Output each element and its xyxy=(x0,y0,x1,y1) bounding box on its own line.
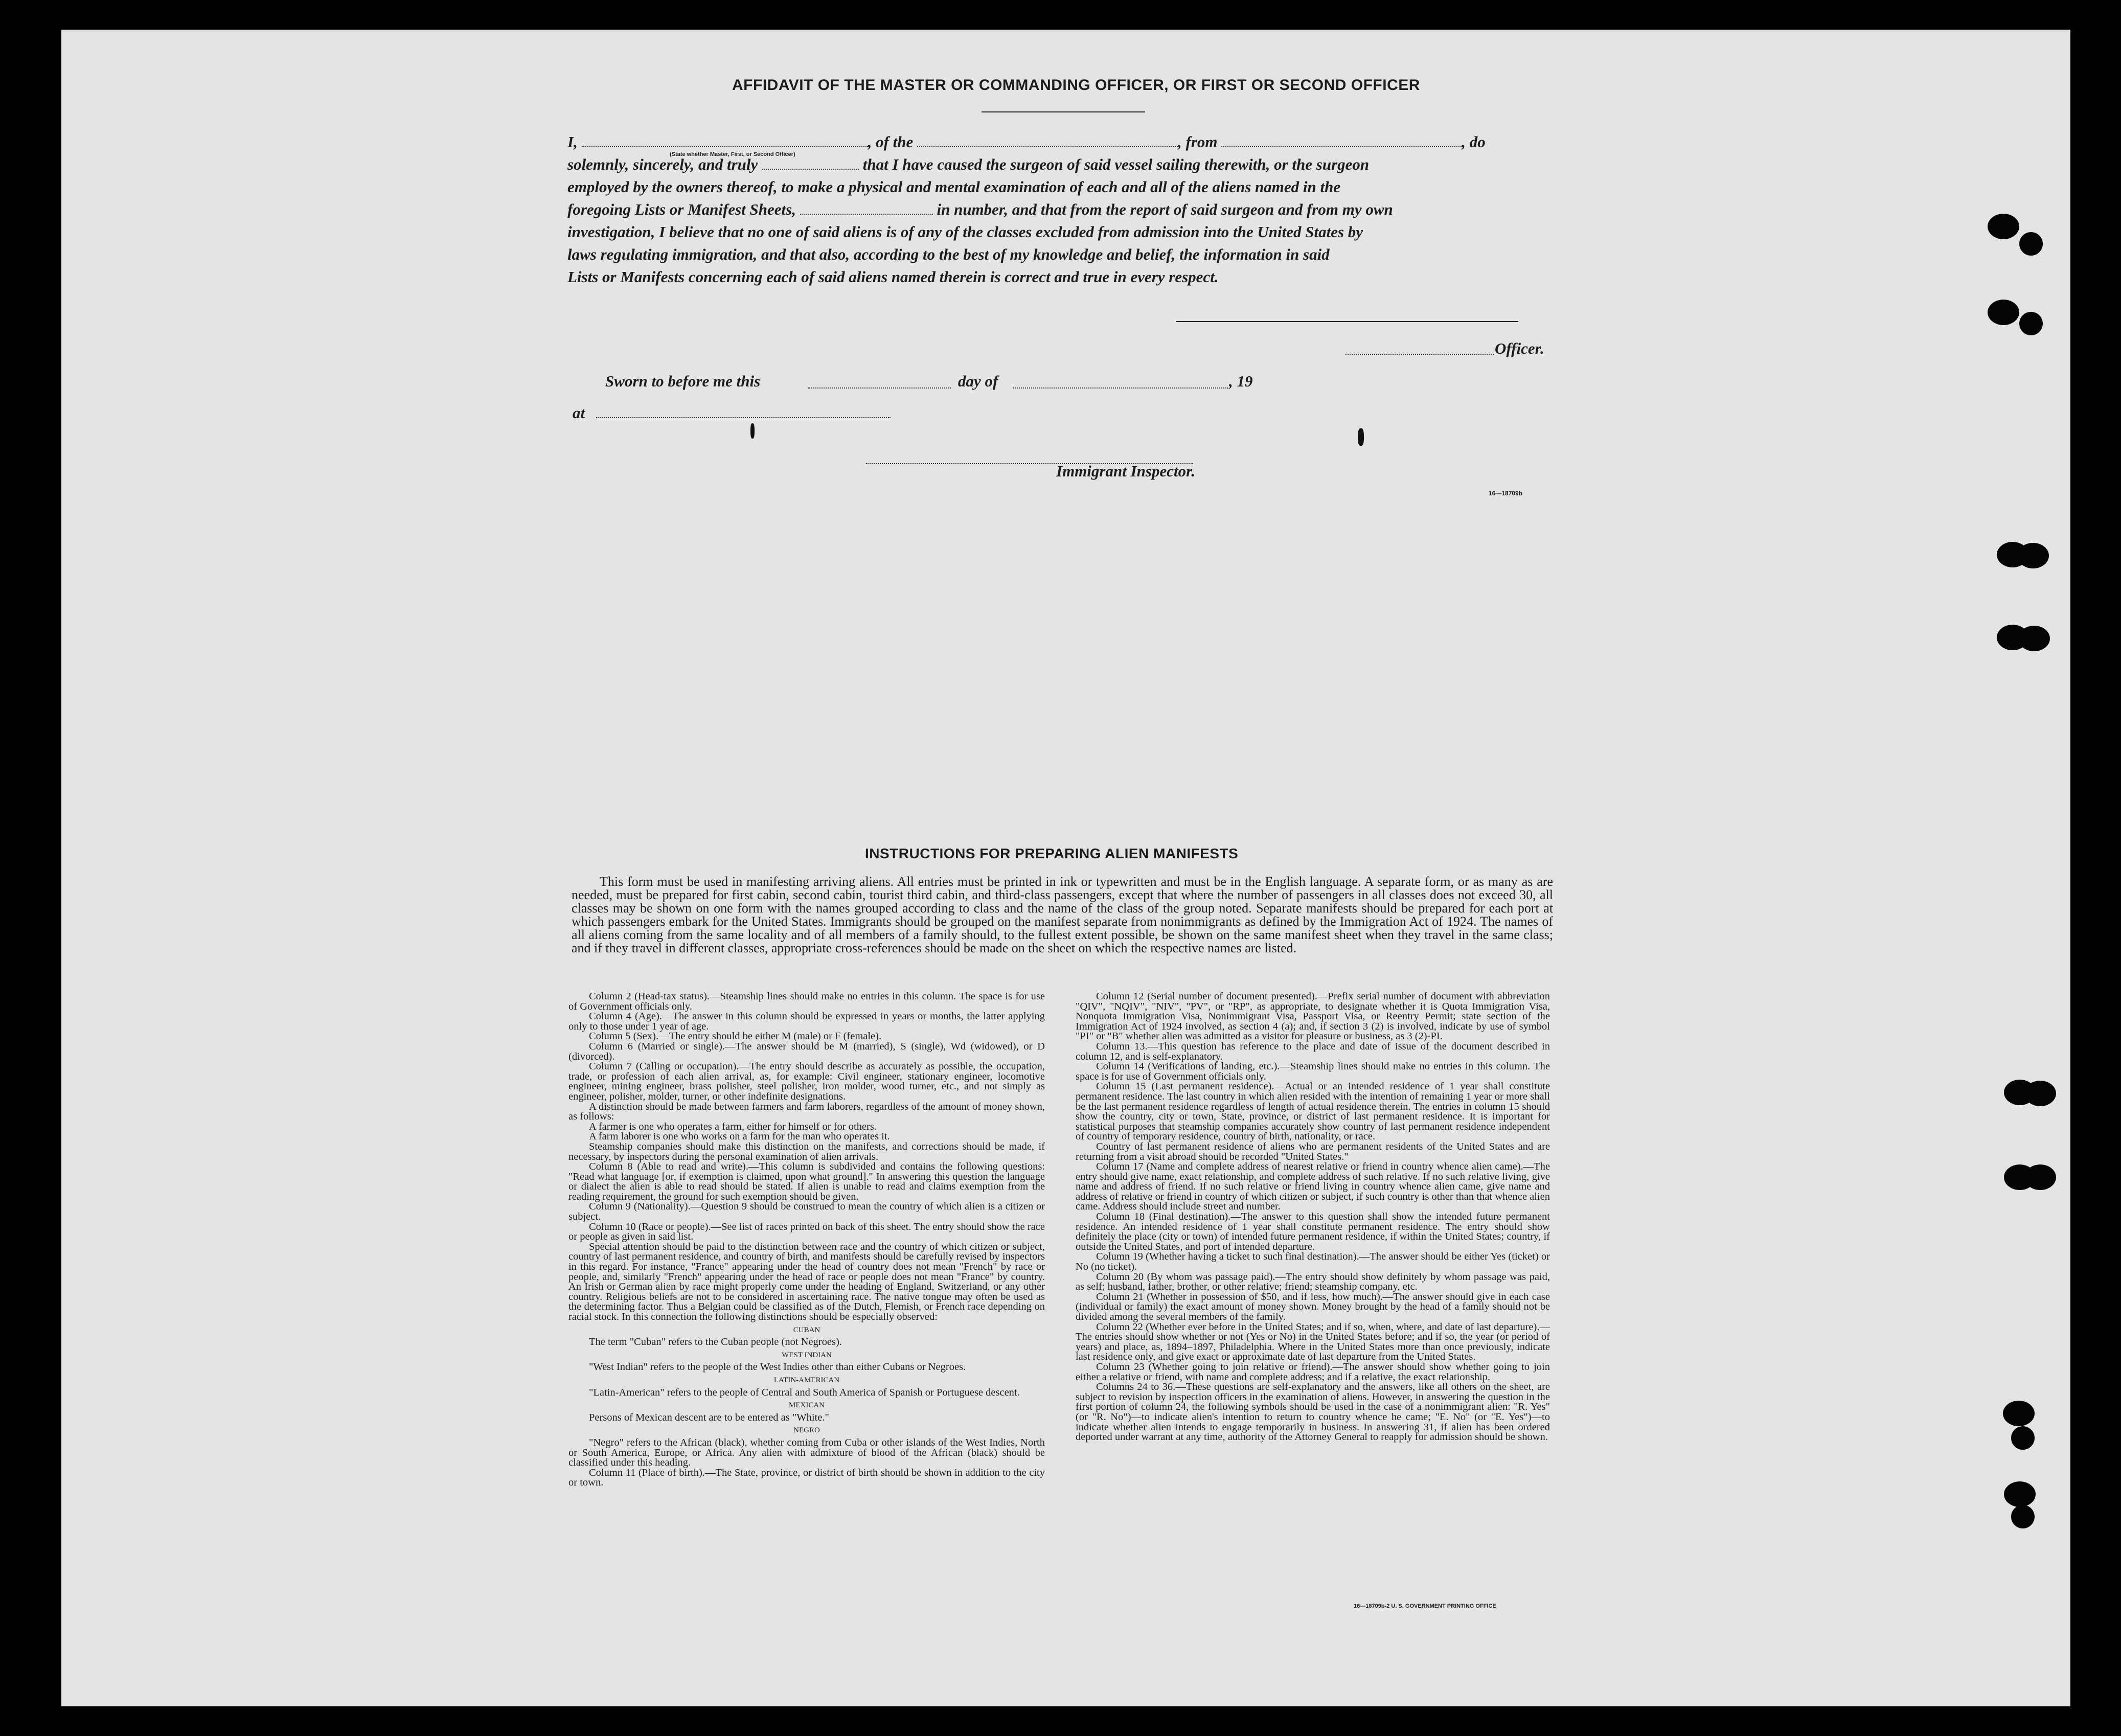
negro-heading: NEGRO xyxy=(793,1426,820,1435)
affidavit-line-7: Lists or Manifests concerning each of said aliens named therein is correct and true in every respect. xyxy=(567,268,1219,286)
printer-imprint: 16—18709b-2 U. S. GOVERNMENT PRINTING OFFICE xyxy=(1354,1603,1496,1609)
departure-port-field[interactable] xyxy=(1221,136,1462,147)
sworn-label: Sworn to before me this xyxy=(605,372,761,390)
steamship-distinction: Steamship companies should make this distinction on the manifests, and corrections should be made, if necessary, by inspectors during the personal examination of alien arrivals. xyxy=(568,1140,1045,1162)
farmer-definition: A farmer is one who operates a farm, either for himself or for others. xyxy=(589,1121,877,1132)
col17-instruction: Column 17 (Name and complete address of nearest relative or friend in country whence alien came).—The entry should give name, exact relationship, and complete address of such relative. If no such relative living, give name and address of friend. If no such relative or friend living in country whence alien came, give name and address of relative or friend in country of which citizen or subject, if such country is other than that whence alien came. Address should include street and number. xyxy=(1076,1161,1550,1213)
punch-hole xyxy=(2011,1505,2035,1528)
alien-count-field[interactable] xyxy=(800,203,933,215)
col6-instruction: Column 6 (Married or single).—The answer should be M (married), S (single), Wd (widowed), or D (divorced). xyxy=(568,1040,1045,1062)
affidavit-title: AFFIDAVIT OF THE MASTER OR COMMANDING OFFICER, OR FIRST OR SECOND OFFICER xyxy=(732,77,1420,94)
affidavit-form-number: 16—18709b xyxy=(1489,490,1523,497)
sworn-month-field[interactable] xyxy=(1013,386,1228,389)
col14-instruction: Column 14 (Verifications of landing, etc.).—Steamship lines should make no entries in this column. The space is for use of Government officials only. xyxy=(1076,1061,1550,1082)
punch-hole xyxy=(2011,1426,2035,1450)
instructions-right-column xyxy=(1076,992,1550,1443)
punch-hole xyxy=(2017,543,2049,568)
truly-field[interactable] xyxy=(762,158,859,170)
punch-hole xyxy=(2004,1481,2036,1507)
affidavit-line-1 xyxy=(567,131,1554,153)
day-of-label: day of xyxy=(958,372,998,390)
instructions-intro: This form must be used in manifesting arriving aliens. All entries must be printed in ink or typewritten and must be in the English language. A separate form, or as many as are needed, must be prepared for first cabin, second cabin, tourist third cabin, and third-class passengers, except that where the number of passengers in all classes does not exceed 30, all classes may be shown on one form with the names grouped according to class and the name of the class of the group noted. Separate manifests should be prepared for each port at which passengers embark for the United States. Immigrants should be grouped on the manifest separate from nonimmigrants as defined by the Immigration Act of 1924. The names of all aliens coming from the same locality and of all members of a family should, to the fullest extent possible, be shown on the same manifest sheet when they travel in the same class; and if they travel in different classes, appropriate cross-references should be made on the sheet on which the respective names are listed. xyxy=(572,874,1553,955)
vessel-name-field[interactable] xyxy=(917,136,1178,147)
solemnly-text: solemnly, sincerely, and truly xyxy=(567,155,758,173)
year-label: , 19 xyxy=(1229,372,1253,390)
col20-instruction: Column 20 (By whom was passage paid).—The entry should show definitely by whom passage was paid, as self; husband, father, brother, or other relative; friend; steamship company, etc. xyxy=(1076,1271,1550,1293)
col12-instruction: Column 12 (Serial number of document presented).—Prefix serial number of document with abbreviation "QIV", "NQIV", "NIV", "PV", or "RP", as appropriate, to designate whether it is Quota Immigration Visa, Nonquota Immigration Visa, Nonimmigrant Visa, Passport Visa, or Reentry Permit; state section of the Immigration Act of 1924 involved, as section 4 (a); and, if section 3 (2) is involved, indicate by use of symbol "PI" or "B" whether alien was admitted as a visitor for pleasure or business, as 3 (2)-PI. xyxy=(1076,991,1550,1042)
punch-hole xyxy=(2019,232,2043,256)
col10-instruction: Column 10 (Race or people).—See list of races printed on back of this sheet. The entry should show the race or people as given in said list. xyxy=(568,1221,1045,1243)
punch-hole xyxy=(2019,312,2043,335)
col2-instruction: Column 2 (Head-tax status).—Steamship lines should make no entries in this column. The space is for use of Government officials only. xyxy=(568,991,1045,1012)
in-number-text: in number, and that from the report of said surgeon and from my own xyxy=(937,200,1393,218)
west-indian-text: "West Indian" refers to the people of the West Indies other than either Cubans or Negroes. xyxy=(589,1361,966,1373)
race-distinction: Special attention should be paid to the distinction between race and the country of which citizen or subject, country of last permanent residence, and country of birth, and manifests should be carefully revised by inspectors in this regard. For instance, "France" appearing under the head of country does not mean "French" by race or people, and, similarly "French" appearing under the head of race or people does not mean "France" by country. An Irish or German alien by race might properly come under the heading of England, Switzerland, or any other country. Religious beliefs are not to be considered in ascertaining race. The native tongue may often be used as the determining factor. Thus a Belgian could be classified as of the Dutch, Flemish, or French race depending on racial stock. In this connection the following distinctions should be especially observed: xyxy=(568,1241,1045,1322)
col9-instruction: Column 9 (Nationality).—Question 9 should be construed to mean the country of which alien is a citizen or subject. xyxy=(568,1201,1045,1223)
col8-instruction: Column 8 (Able to read and write).—This column is subdivided and contains the following questions: "Read what language [or, if exemption is claimed, upon what ground]." In answering this question the language or dialect the alien is able to read should be stated. If alien is unable to read and claims exemption from the reading requirement, the ground for such exemption should be given. xyxy=(568,1161,1045,1202)
punch-hole xyxy=(1988,214,2019,239)
west-indian-heading: WEST INDIAN xyxy=(782,1351,832,1359)
farm-laborer-definition: A farm laborer is one who works on a farm for the man who operates it. xyxy=(589,1131,890,1143)
title-underline xyxy=(982,111,1145,112)
instructions-left-column xyxy=(568,992,1045,1488)
officer-signature-field[interactable] xyxy=(1345,353,1494,355)
punch-hole xyxy=(2024,1081,2056,1106)
col13-instruction: Column 13.—This question has reference to the place and date of issue of the document described in column 12, and is self-explanatory. xyxy=(1076,1040,1550,1062)
col23-instruction: Column 23 (Whether going to join relative or friend).—The answer should show whether going to join either a relative or friend, with name and complete address; and if a relative, the exact relationship. xyxy=(1076,1361,1550,1383)
farmer-distinction: A distinction should be made between farmers and farm laborers, regardless of the amount of money shown, as follows: xyxy=(568,1101,1045,1123)
surgeon-text: that I have caused the surgeon of said vessel sailing therewith, or the surgeon xyxy=(862,155,1370,173)
affidavit-line-5: investigation, I believe that no one of said aliens is of any of the classes excluded from admission into the United States by xyxy=(567,223,1363,241)
mexican-heading: MEXICAN xyxy=(789,1401,825,1410)
officer-label: Officer. xyxy=(1495,339,1544,357)
latin-american-heading: LATIN-AMERICAN xyxy=(773,1376,840,1384)
at-label: at xyxy=(573,404,585,422)
col4-instruction: Column 4 (Age).—The answer in this column should be expressed in years or months, the latter applying only to those under 1 year of age. xyxy=(568,1011,1045,1032)
col15-instruction: Column 15 (Last permanent residence).—Actual or an intended residence of 1 year shall constitute permanent residence. The last country in which alien resided with the intention of remaining 1 year or more shall be the last permanent residence regardless of length of actual residence therein. The entries in column 15 should show the country, city or town, State, province, or district of last permanent residence. It is important for statistical purposes that steamship companies accurately show country of last permanent residence independent of country of temporary residence, country of birth, nationality, or race. xyxy=(1076,1081,1550,1143)
affidavit-line-4 xyxy=(567,198,1554,221)
ink-mark xyxy=(750,423,755,439)
col21-instruction: Column 21 (Whether in possession of $50, and if less, how much).—The answer should give in each case (individual or family) the exact amount of money shown. Money brought by the head of a family should not be divided among the several members of the family. xyxy=(1076,1291,1550,1322)
punch-hole xyxy=(2024,1164,2056,1190)
latin-american-text: "Latin-American" refers to the people of Central and South America of Spanish or Portuguese descent. xyxy=(589,1386,1020,1398)
negro-text: "Negro" refers to the African (black), whether coming from Cuba or other islands of the West Indies, North or South America, Europe, or Africa. Any alien with admixture of blood of the African (black) should be classified under this heading. xyxy=(568,1436,1045,1469)
col19-instruction: Column 19 (Whether having a ticket to such final destination).—The answer should be either Yes (ticket) or No (no ticket). xyxy=(1076,1251,1550,1273)
col7-instruction: Column 7 (Calling or occupation).—The entry should describe as accurately as possible, the occupation, trade, or profession of each alien arrival, as, for example: Civil engineer, stationary engineer, locomotive engineer, mining engineer, brass polisher, steel polisher, iron molder, wood turner, etc., and not simply as engineer, polisher, molder, turner, or other indefinite designations. xyxy=(568,1061,1045,1102)
inspector-label: Immigrant Inspector. xyxy=(1056,462,1196,480)
sworn-place-field[interactable] xyxy=(596,416,891,418)
officer-title-field[interactable] xyxy=(582,136,868,147)
sworn-day-field[interactable] xyxy=(808,386,951,389)
punch-hole xyxy=(2003,1401,2035,1426)
signature-line[interactable] xyxy=(1176,321,1518,322)
col18-instruction: Column 18 (Final destination).—The answer to this question shall show the intended future permanent residence. An intended residence of 1 year shall constitute permanent residence. The entry should show definitely the place (city or town) of intended future permanent residence, if within the United States; country, if outside the United States, and port of intended departure. xyxy=(1076,1211,1550,1252)
mexican-text: Persons of Mexican descent are to be entered as "White." xyxy=(589,1411,829,1423)
punch-hole xyxy=(1988,300,2019,325)
col24-36-instruction: Columns 24 to 36.—These questions are self-explanatory and the answers, like all others on the sheet, are subject to revision by inspection officers in the examination of aliens. However, in answering the question in the first portion of column 24, the following symbols should be used in the case of a nonimmigrant alien: "R. Yes" (or "R. No")—to indicate alien's intention to return to country whence he came; "E. No" (or "E. Yes")—to indicate whether alien intends to engage temporarily in business. In answering 31, if alien has been ordered deported under warrant at any time, authority of the Attorney General to reapply for admission should be shown. xyxy=(1076,1381,1550,1443)
punch-hole xyxy=(2018,626,2050,651)
col11-instruction: Column 11 (Place of birth).—The State, province, or district of birth should be shown in addition to the city or town. xyxy=(568,1467,1045,1489)
foregoing-text: foregoing Lists or Manifest Sheets, xyxy=(567,200,796,218)
cuban-heading: CUBAN xyxy=(793,1326,820,1334)
do-label: , do xyxy=(1462,133,1486,151)
from-label: , from xyxy=(1178,133,1218,151)
affidavit-line-3: employed by the owners thereof, to make a physical and mental examination of each and all of the aliens named in the xyxy=(567,178,1341,196)
us-residents-note: Country of last permanent residence of aliens who are permanent residents of the United States and are returning from a visit abroad should be recorded "United States." xyxy=(1076,1140,1550,1162)
of-the-label: , of the xyxy=(868,133,914,151)
cuban-text: The term "Cuban" refers to the Cuban people (not Negroes). xyxy=(589,1336,842,1348)
state-whether-note: (State whether Master, First, or Second Officer) xyxy=(670,151,795,157)
affidavit-line-2 xyxy=(567,153,1554,176)
affidavit-line-6: laws regulating immigration, and that also, according to the best of my knowledge and belief, the information in said xyxy=(567,245,1330,263)
ink-mark xyxy=(1358,428,1364,446)
col22-instruction: Column 22 (Whether ever before in the United States; and if so, when, where, and date of last departure).—The entries should show whether or not (Yes or No) in the United States before; and if so, the year (or period of years) and place, as, 1894–1897, Philadelphia. Where in the United States more than once previously, indicate last residence only, and give exact or approximate date of last departure from the United States. xyxy=(1076,1321,1550,1363)
affidavit-i: I, xyxy=(567,133,578,151)
col5-instruction: Column 5 (Sex).—The entry should be either M (male) or F (female). xyxy=(589,1031,882,1042)
instructions-title: INSTRUCTIONS FOR PREPARING ALIEN MANIFESTS xyxy=(865,846,1239,861)
